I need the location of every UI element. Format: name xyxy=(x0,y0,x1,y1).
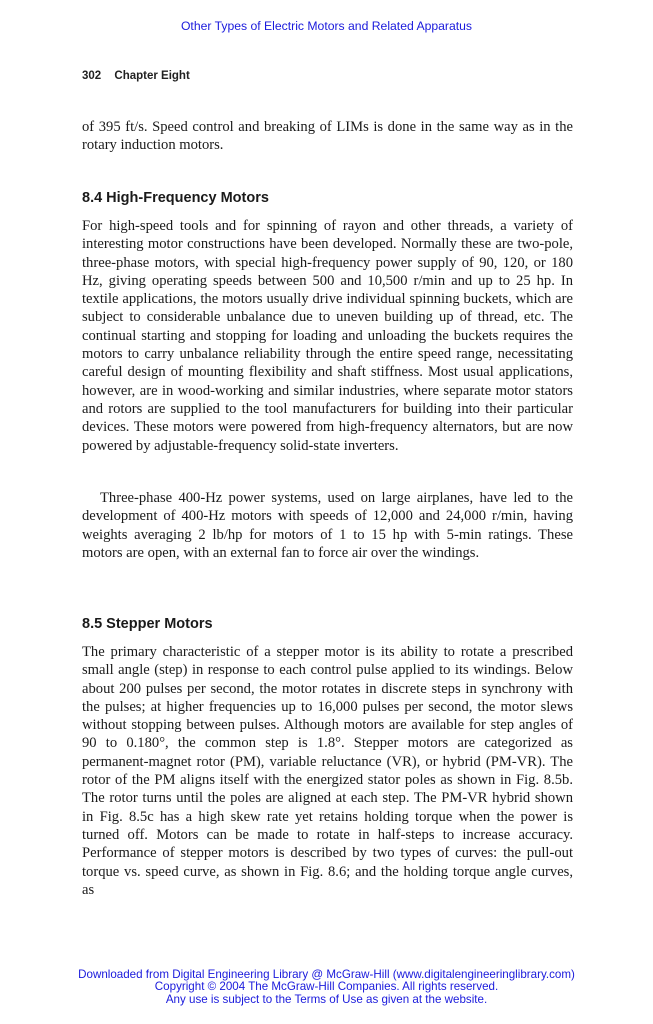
section-8-4-paragraph-2: Three-phase 400-Hz power systems, used on large airplanes, have led to the development of 400-Hz motors with speeds of 12,000 and 24,000 r/min, having weights averaging 2 lb/hp for motors of 1 to 15 hp with 5-min ratings. These motors are open, with an external fan to force air over the windings. xyxy=(82,490,573,561)
chapter-label: Chapter Eight xyxy=(114,70,190,82)
page-header xyxy=(82,70,190,82)
footer-download-line[interactable]: Downloaded from Digital Engineering Library @ McGraw-Hill (www.digitalengineeringlibrary.com) xyxy=(78,968,575,981)
section-heading-8-4: 8.4 High-Frequency Motors xyxy=(82,190,269,206)
footer-copyright-line: Copyright © 2004 The McGraw-Hill Companies. All rights reserved. xyxy=(154,980,499,994)
section-heading-8-5: 8.5 Stepper Motors xyxy=(82,616,213,632)
footer-terms-line[interactable]: Any use is subject to the Terms of Use as given at the website. xyxy=(165,992,488,1006)
section-8-4-paragraph-1: For high-speed tools and for spinning of rayon and other threads, a variety of interesting motor constructions have been developed. Normally these are two-pole, three-phase motors, with special high-frequency power supply of 90, 120, or 180 Hz, giving operating speeds between 500 and 10,500 r/min and up to 25 hp. In textile applications, the motors usually drive individual spinning buckets, which are subject to considerable unbalance due to uneven building up of thread, etc. The continual starting and stopping for loading and unloading the buckets requires the motors to carry unbalance reliability through the entire speed range, necessitating careful design of mounting flexibility and shaft stiffness. Most usual applications, however, are in wood-working and similar industries, where separate motor stators and rotors are supplied to the tool manufacturers for building into their particular devices. These motors were powered from high-frequency alternators, but are now powered by adjustable-frequency solid-state inverters. xyxy=(82,218,573,454)
intro-paragraph: of 395 ft/s. Speed control and breaking of LIMs is done in the same way as in the rotary induction motors. xyxy=(82,119,573,154)
copyright-footer xyxy=(0,969,653,1006)
section-8-5-paragraph-1: The primary characteristic of a stepper motor is its ability to rotate a prescribed small angle (step) in response to each control pulse applied to its windings. Below about 200 pulses per second, the motor rotates in discrete steps in synchrony with the pulses; at higher frequencies up to 16,000 pulses per second, the motor slews without stopping between pulses. Although motors are available for step angles of 90 to 0.180°, the common step is 1.8°. Stepper motors are categorized as permanent-magnet rotor (PM), variable reluctance (VR), or hybrid (PM-VR). The rotor of the PM aligns itself with the energized stator poles as shown in Fig. 8.5b. The rotor turns until the poles are aligned at each step. The PM-VR hybrid shown in Fig. 8.5c has a high skew rate yet retains holding torque when the power is turned off. Motors can be made to rotate in half-steps to increase accuracy. Performance of stepper motors is described by two types of curves: the pull-out torque vs. speed curve, as shown in Fig. 8.6; and the holding torque angle curves, as xyxy=(82,644,573,898)
page-number: 302 xyxy=(82,70,102,82)
running-head: Other Types of Electric Motors and Related Apparatus xyxy=(180,19,473,33)
